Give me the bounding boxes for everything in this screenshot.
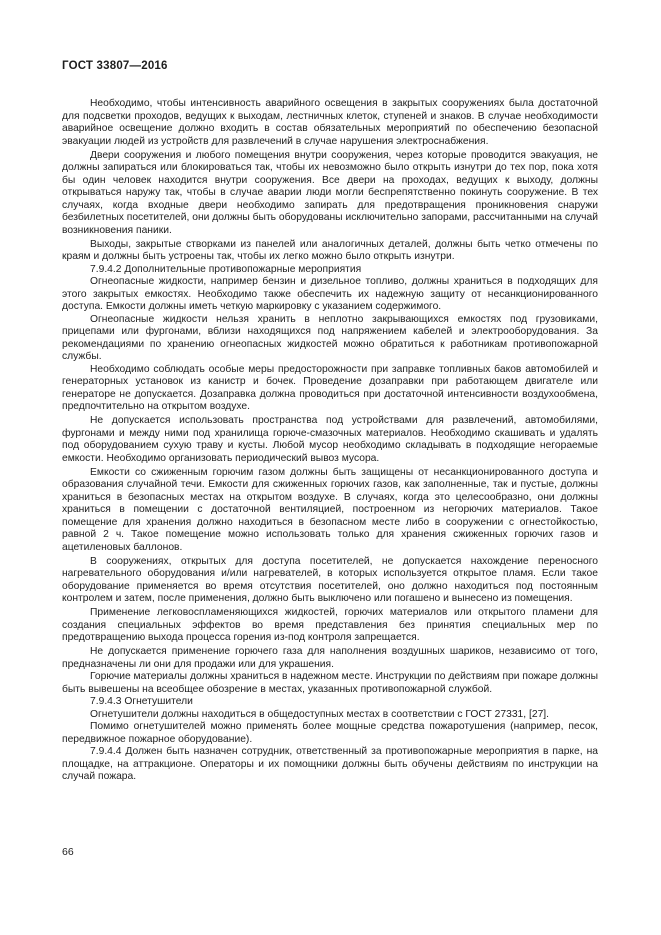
paragraph-evacuation-doors: Двери сооружения и любого помещения внутри сооружения, через которые проводится эвакуация, не должны запираться или блокироваться так, чтобы их невозможно было открыть изнутри до тех пор, пока хотя бы один человек находится внутри сооружения. Все двери на проходах, ведущих к выходу, должны открываться наружу так, чтобы в случае аварии люди могли беспрепятственно покинуть сооружение. В тех случаях, когда входные двери необходимо запирать для предотвращения проникновения снаружи безбилетных посетителей, они должны быть оборудованы исключительно запорами, рассчитанными на случай возникновения паники.: [62, 149, 598, 236]
paragraph-flammable-liquids-restrictions: Огнеопасные жидкости нельзя хранить в неплотно закрывающихся емкостях под грузовиками, прицепами или фургонами, вблизи находящихся под напряжением кабелей и электрооборудования. За рекомендациями по хранению огнеопасных жидкостей можно обратиться к работникам противопожарной службы.: [62, 313, 598, 362]
paragraph-exits: Выходы, закрытые створками из панелей или аналогичных деталей, должны быть четко отмечены по краям и должны быть устроены так, чтобы их легко можно было открыть изнутри.: [62, 238, 598, 262]
paragraph-extinguishing-means: Помимо огнетушителей можно применять более мощные средства пожаротушения (например, песок, передвижное пожарное оборудование).: [62, 721, 598, 745]
document-header: ГОСТ 33807—2016: [62, 60, 168, 72]
paragraph-refueling: Необходимо соблюдать особые меры предосторожности при заправке топливных баков автомобилей и генераторных установок из канистр и бочек. Проведение дозаправки при работающем двигателе или генераторе не допускается. Дозаправка должна проводиться при достаточной интенсивности воздухообмена, предпочтительно на открытом воздухе.: [62, 363, 598, 412]
paragraph-heating-equipment: В сооружениях, открытых для доступа посетителей, не допускается нахождение переносного нагревательного оборудования и/или нагревателей, в которых используется открытое пламя. Если такое оборудование применяется во время отсутствия посетителей, оно должно находиться под постоянным контролем и затем, после применения, должно быть выключено или погашено и вынесено из помещения.: [62, 555, 598, 604]
paragraph-balloons: Не допускается применение горючего газа для наполнения воздушных шариков, независимо от того, предназначены ли они для продажи или для украшения.: [62, 646, 598, 670]
section-heading-7-9-4-2: 7.9.4.2 Дополнительные противопожарные мероприятия: [90, 263, 362, 275]
paragraph-fire-instructions: Горючие материалы должны храниться в надежном месте. Инструкции по действиям при пожаре должны быть вывешены на всеобщее обозрение в местах, указанных противопожарной службой.: [62, 671, 598, 695]
paragraph-liquefied-gas: Емкости со сжиженным горючим газом должны быть защищены от несанкционированного доступа и образования случайной течи. Емкости для сжиженных горючих газов, как заполненные, так и пустые, должны храниться в безопасных местах на открытом воздухе. В случаях, когда это целесообразно, они должны храниться в помещении с достаточной вентиляцией, построенном из негорючих материалов. Такое помещение для хранения должно находиться в безопасном месте либо в сооружении с огнестойкостью, равной 2 ч. Такое помещение можно использовать только для хранения сжиженных горючих газов и ацетиленовых баллонов.: [62, 466, 598, 553]
page-number: 66: [62, 846, 74, 858]
section-7-9-4-4-responsible-person: 7.9.4.4 Должен быть назначен сотрудник, ответственный за противопожарные мероприятия в парке, на площадке, на аттракционе. Операторы и их помощники должны быть обучены действиям по инструкции на случай пожара.: [62, 746, 598, 782]
paragraph-special-effects: Применение легковоспламеняющихся жидкостей, горючих материалов или открытого пламени для создания специальных эффектов во время представления без принятия специальных мер по предотвращению выхода процесса горения из-под контроля запрещается.: [62, 607, 598, 643]
paragraph-emergency-lighting: Необходимо, чтобы интенсивность аварийного освещения в закрытых сооружениях была достаточной для подсветки проходов, ведущих к выходам, лестничных клеток, ступеней и знаков. В случае необходимости аварийное освещение должно входить в состав обязательных мероприятий по обеспечению безопасной эвакуации людей из устройств для развлечений в случае нарушения электроснабжения.: [62, 98, 598, 147]
paragraph-flammable-liquids-storage: Огнеопасные жидкости, например бензин и дизельное топливо, должны храниться в подходящих для этого закрытых емкостях. Необходимо также обеспечить их надежную защиту от несанкционированного доступа. Емкости должны иметь четкую маркировку с указанием содержимого.: [62, 276, 598, 312]
paragraph-extinguishers-location: Огнетушители должны находиться в общедоступных местах в соответствии с ГОСТ 27331, [27].: [90, 708, 550, 720]
section-heading-7-9-4-3: 7.9.4.3 Огнетушители: [90, 696, 193, 707]
document-body: [62, 98, 598, 784]
paragraph-spaces-under-rides: Не допускается использовать пространства под устройствами для развлечений, автомобилями, фургонами и между ними под хранилища горюче-смазочных материалов. Необходимо скашивать и удалять под оборудованием сухую траву и кусты. Любой мусор необходимо складывать в подходящие негораемые емкости. Необходимо организовать периодический вывоз мусора.: [62, 415, 598, 464]
